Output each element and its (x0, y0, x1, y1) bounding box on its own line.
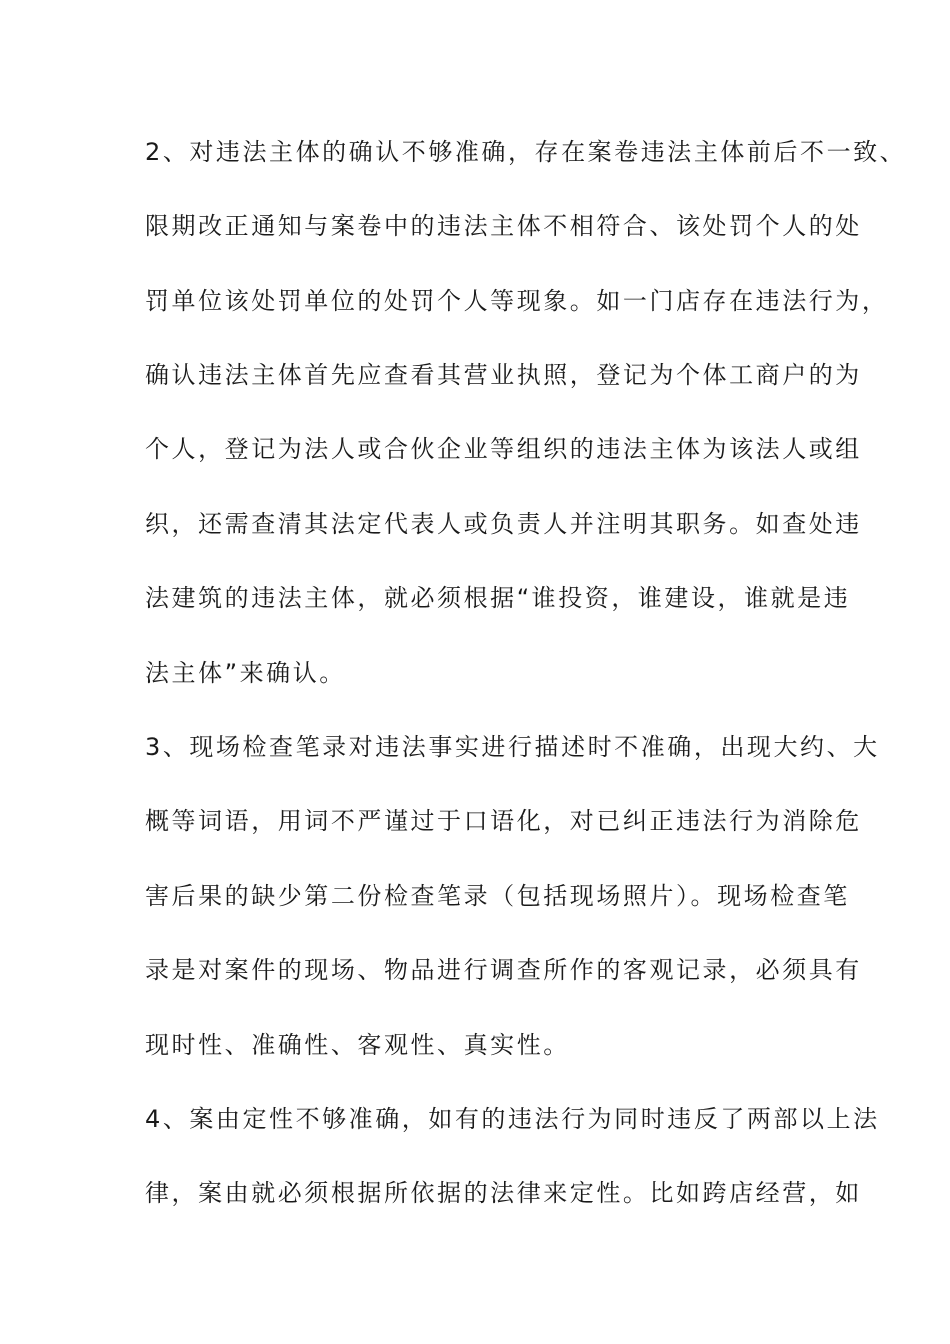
text-line: 确认违法主体首先应查看其营业执照，登记为个体工商户的为 (145, 361, 862, 389)
text-line: 4、案由定性不够准确，如有的违法行为同时违反了两部以上法 (145, 1105, 880, 1133)
text-line: 2、对违法主体的确认不够准确，存在案卷违法主体前后不一致、 (145, 138, 907, 166)
text-line: 限期改正通知与案卷中的违法主体不相符合、该处罚个人的处 (145, 212, 862, 240)
text-line: 录是对案件的现场、物品进行调查所作的客观记录，必须具有 (145, 956, 862, 984)
text-line: 织，还需查清其法定代表人或负责人并注明其职务。如查处违 (145, 510, 862, 538)
text-line: 罚单位该处罚单位的处罚个人等现象。如一门店存在违法行为， (145, 287, 889, 315)
text-line: 法建筑的违法主体，就必须根据“谁投资，谁建设，谁就是违 (145, 584, 851, 612)
text-line: 个人，登记为法人或合伙企业等组织的违法主体为该法人或组 (145, 435, 862, 463)
text-line: 现时性、准确性、客观性、真实性。 (145, 1031, 570, 1059)
text-line: 律，案由就必须根据所依据的法律来定性。比如跨店经营，如 (145, 1179, 862, 1207)
text-line: 法主体”来确认。 (145, 659, 346, 687)
text-line: 害后果的缺少第二份检查笔录（包括现场照片）。现场检查笔 (145, 882, 850, 910)
text-line: 3、现场检查笔录对违法事实进行描述时不准确，出现大约、大 (145, 733, 880, 761)
text-line: 概等词语，用词不严谨过于口语化，对已纠正违法行为消除危 (145, 807, 862, 835)
